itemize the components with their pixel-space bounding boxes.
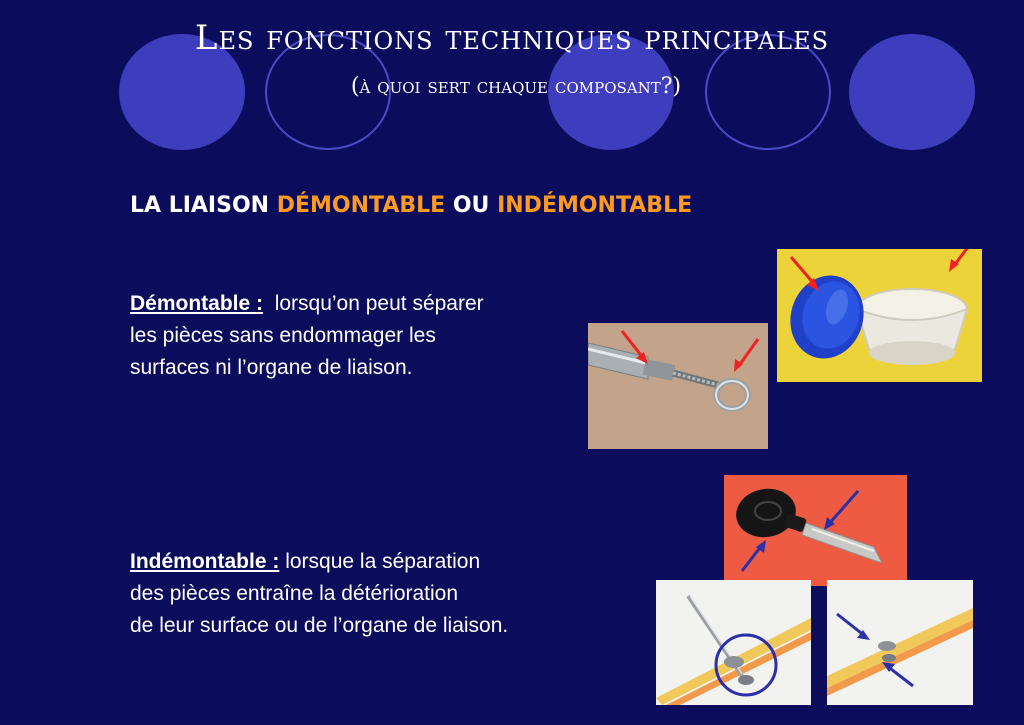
definition-line: de leur surface ou de l’organe de liaison.: [130, 614, 509, 637]
rivet-photo: [656, 580, 811, 705]
container-photo: [777, 249, 982, 382]
heading-indemontable: INDÉMONTABLE: [497, 193, 693, 218]
definition-line: [130, 288, 484, 320]
definition-line: des pièces entraîne la détérioration: [130, 582, 459, 605]
demontable-definition: [130, 288, 484, 384]
definition-line: surfaces ni l’organe de liaison.: [130, 356, 413, 379]
definition-line: [130, 546, 508, 578]
heading-connector: OU: [445, 193, 498, 218]
term-indemontable: Indémontable :: [130, 550, 280, 573]
section-heading: [130, 193, 692, 218]
heading-prefix: LA LIAISON: [130, 193, 277, 218]
eye-bolt-photo: [588, 323, 768, 449]
definition-text: lorsqu’on peut séparer: [274, 292, 484, 315]
slide-title: Les fonctions techniques principales: [194, 18, 830, 58]
definition-line: les pièces sans endommager les: [130, 324, 436, 347]
heading-demontable: DÉMONTABLE: [276, 193, 446, 218]
slide-subtitle: (à quoi sert chaque composant?): [350, 74, 682, 99]
definition-text: lorsque la séparation: [285, 550, 481, 573]
term-demontable: Démontable :: [130, 292, 264, 315]
indemontable-definition: [130, 546, 508, 642]
car-key-photo: [724, 475, 907, 586]
riveted-plates-photo: [827, 580, 973, 705]
